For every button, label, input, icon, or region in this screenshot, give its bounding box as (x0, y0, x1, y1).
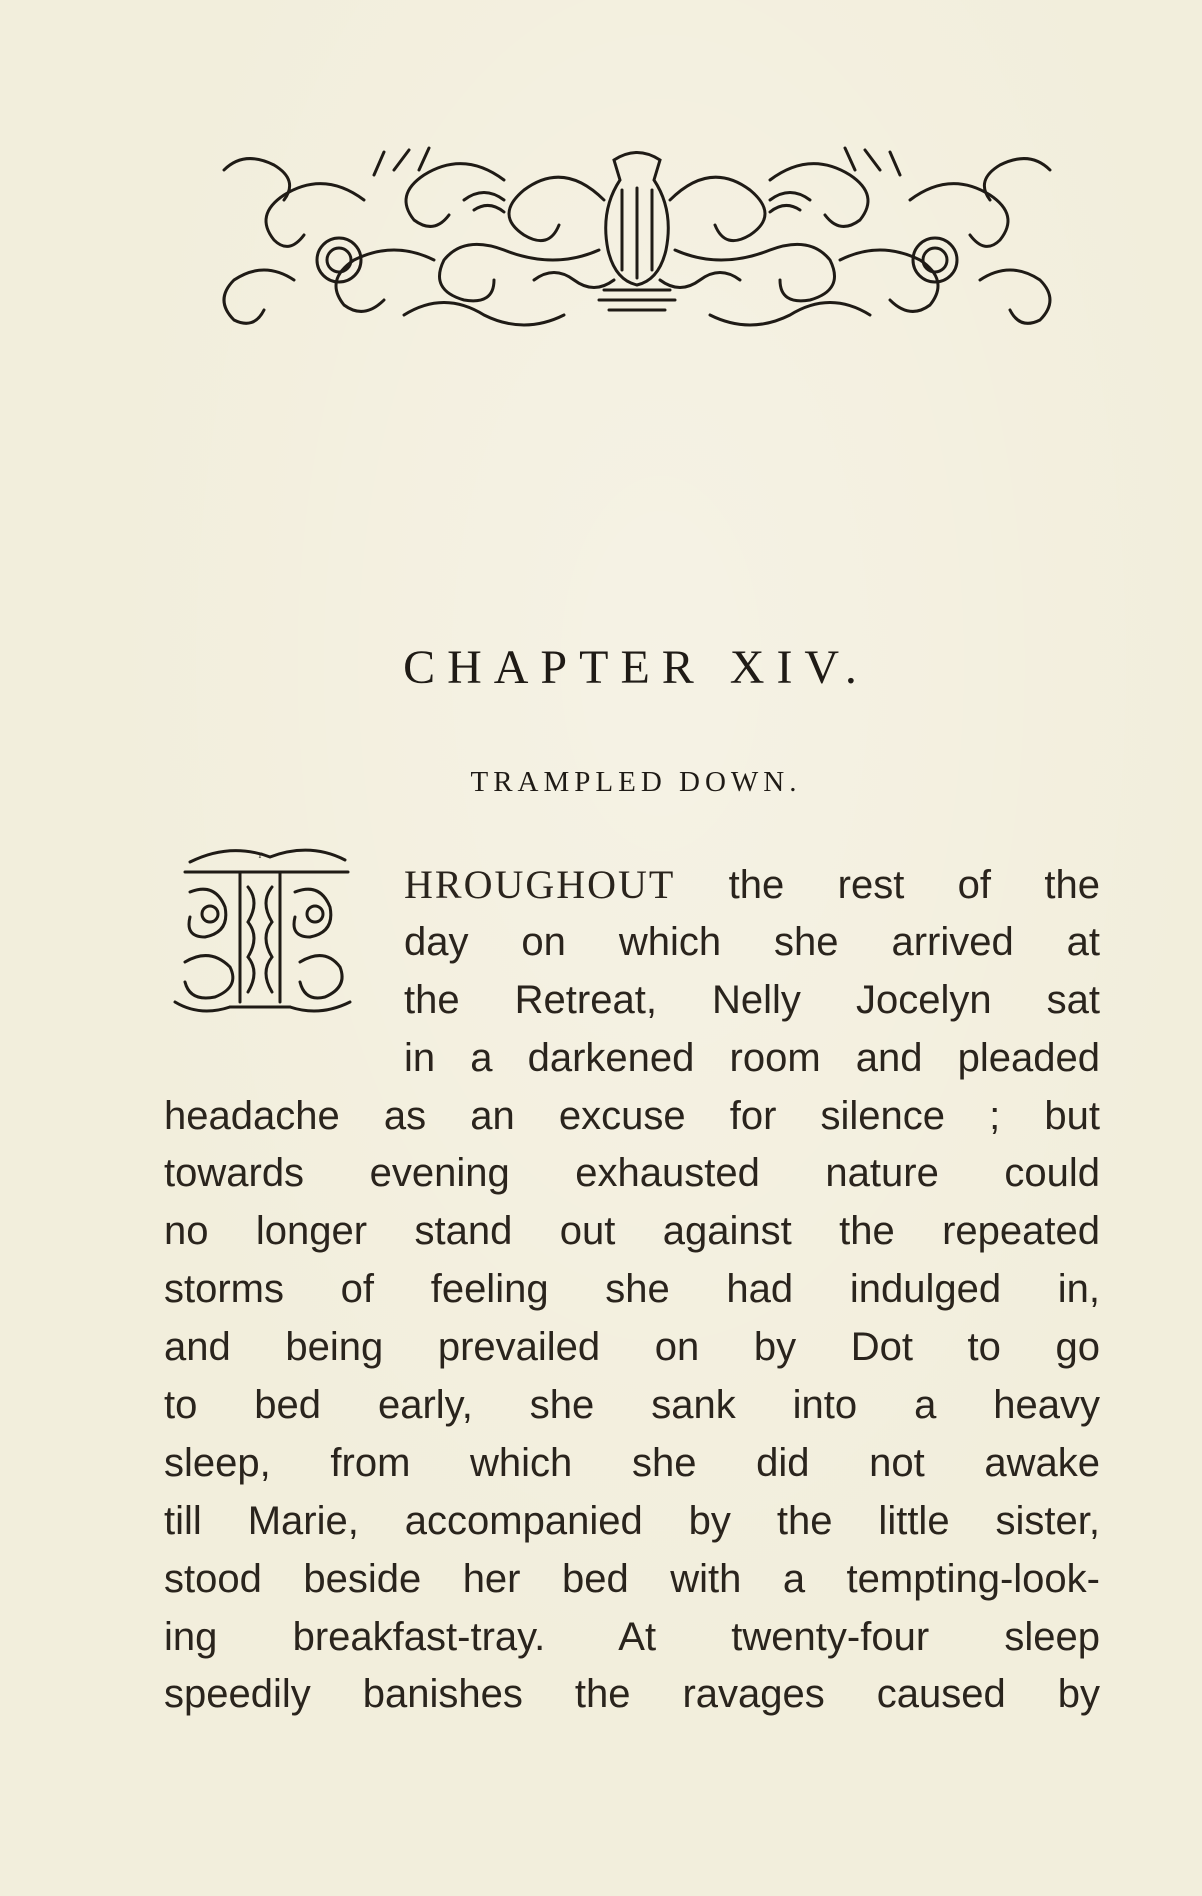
text-line: in a darkened room and pleaded (404, 1035, 1100, 1080)
text-line: stood beside her bed with a tempting-look- (164, 1556, 1100, 1601)
text-line: no longer stand out against the repeated (164, 1209, 1100, 1254)
text-line: ing breakfast-tray. At twenty-four sleep (164, 1614, 1100, 1659)
text-line: sleep, from which she did not awake (164, 1440, 1100, 1485)
text-line: towards evening exhausted nature could (164, 1151, 1100, 1196)
chapter-subtitle: TRAMPLED DOWN. (470, 766, 802, 798)
text-line: till Marie, accompanied by the little sister, (164, 1498, 1100, 1543)
first-word: HROUGHOUT (404, 862, 676, 907)
text-line: and being prevailed on by Dot to go (164, 1325, 1100, 1370)
text-line: day on which she arrived at (404, 919, 1100, 964)
drop-cap-letter: T (257, 851, 263, 860)
text-line: HROUGHOUT the rest of the (404, 862, 1100, 907)
floral-headpiece-ornament (204, 140, 1070, 340)
text-line: headache as an excuse for silence ; but (164, 1093, 1100, 1138)
text-line: speedily banishes the ravages caused by (164, 1672, 1100, 1717)
text-line: the Retreat, Nelly Jocelyn sat (404, 977, 1100, 1022)
text-line: storms of feeling she had indulged in, (164, 1267, 1100, 1312)
chapter-title: CHAPTER XIV. (403, 641, 869, 694)
chapter-body-text (164, 856, 1100, 1724)
text-line: to bed early, she sank into a heavy (164, 1383, 1100, 1428)
